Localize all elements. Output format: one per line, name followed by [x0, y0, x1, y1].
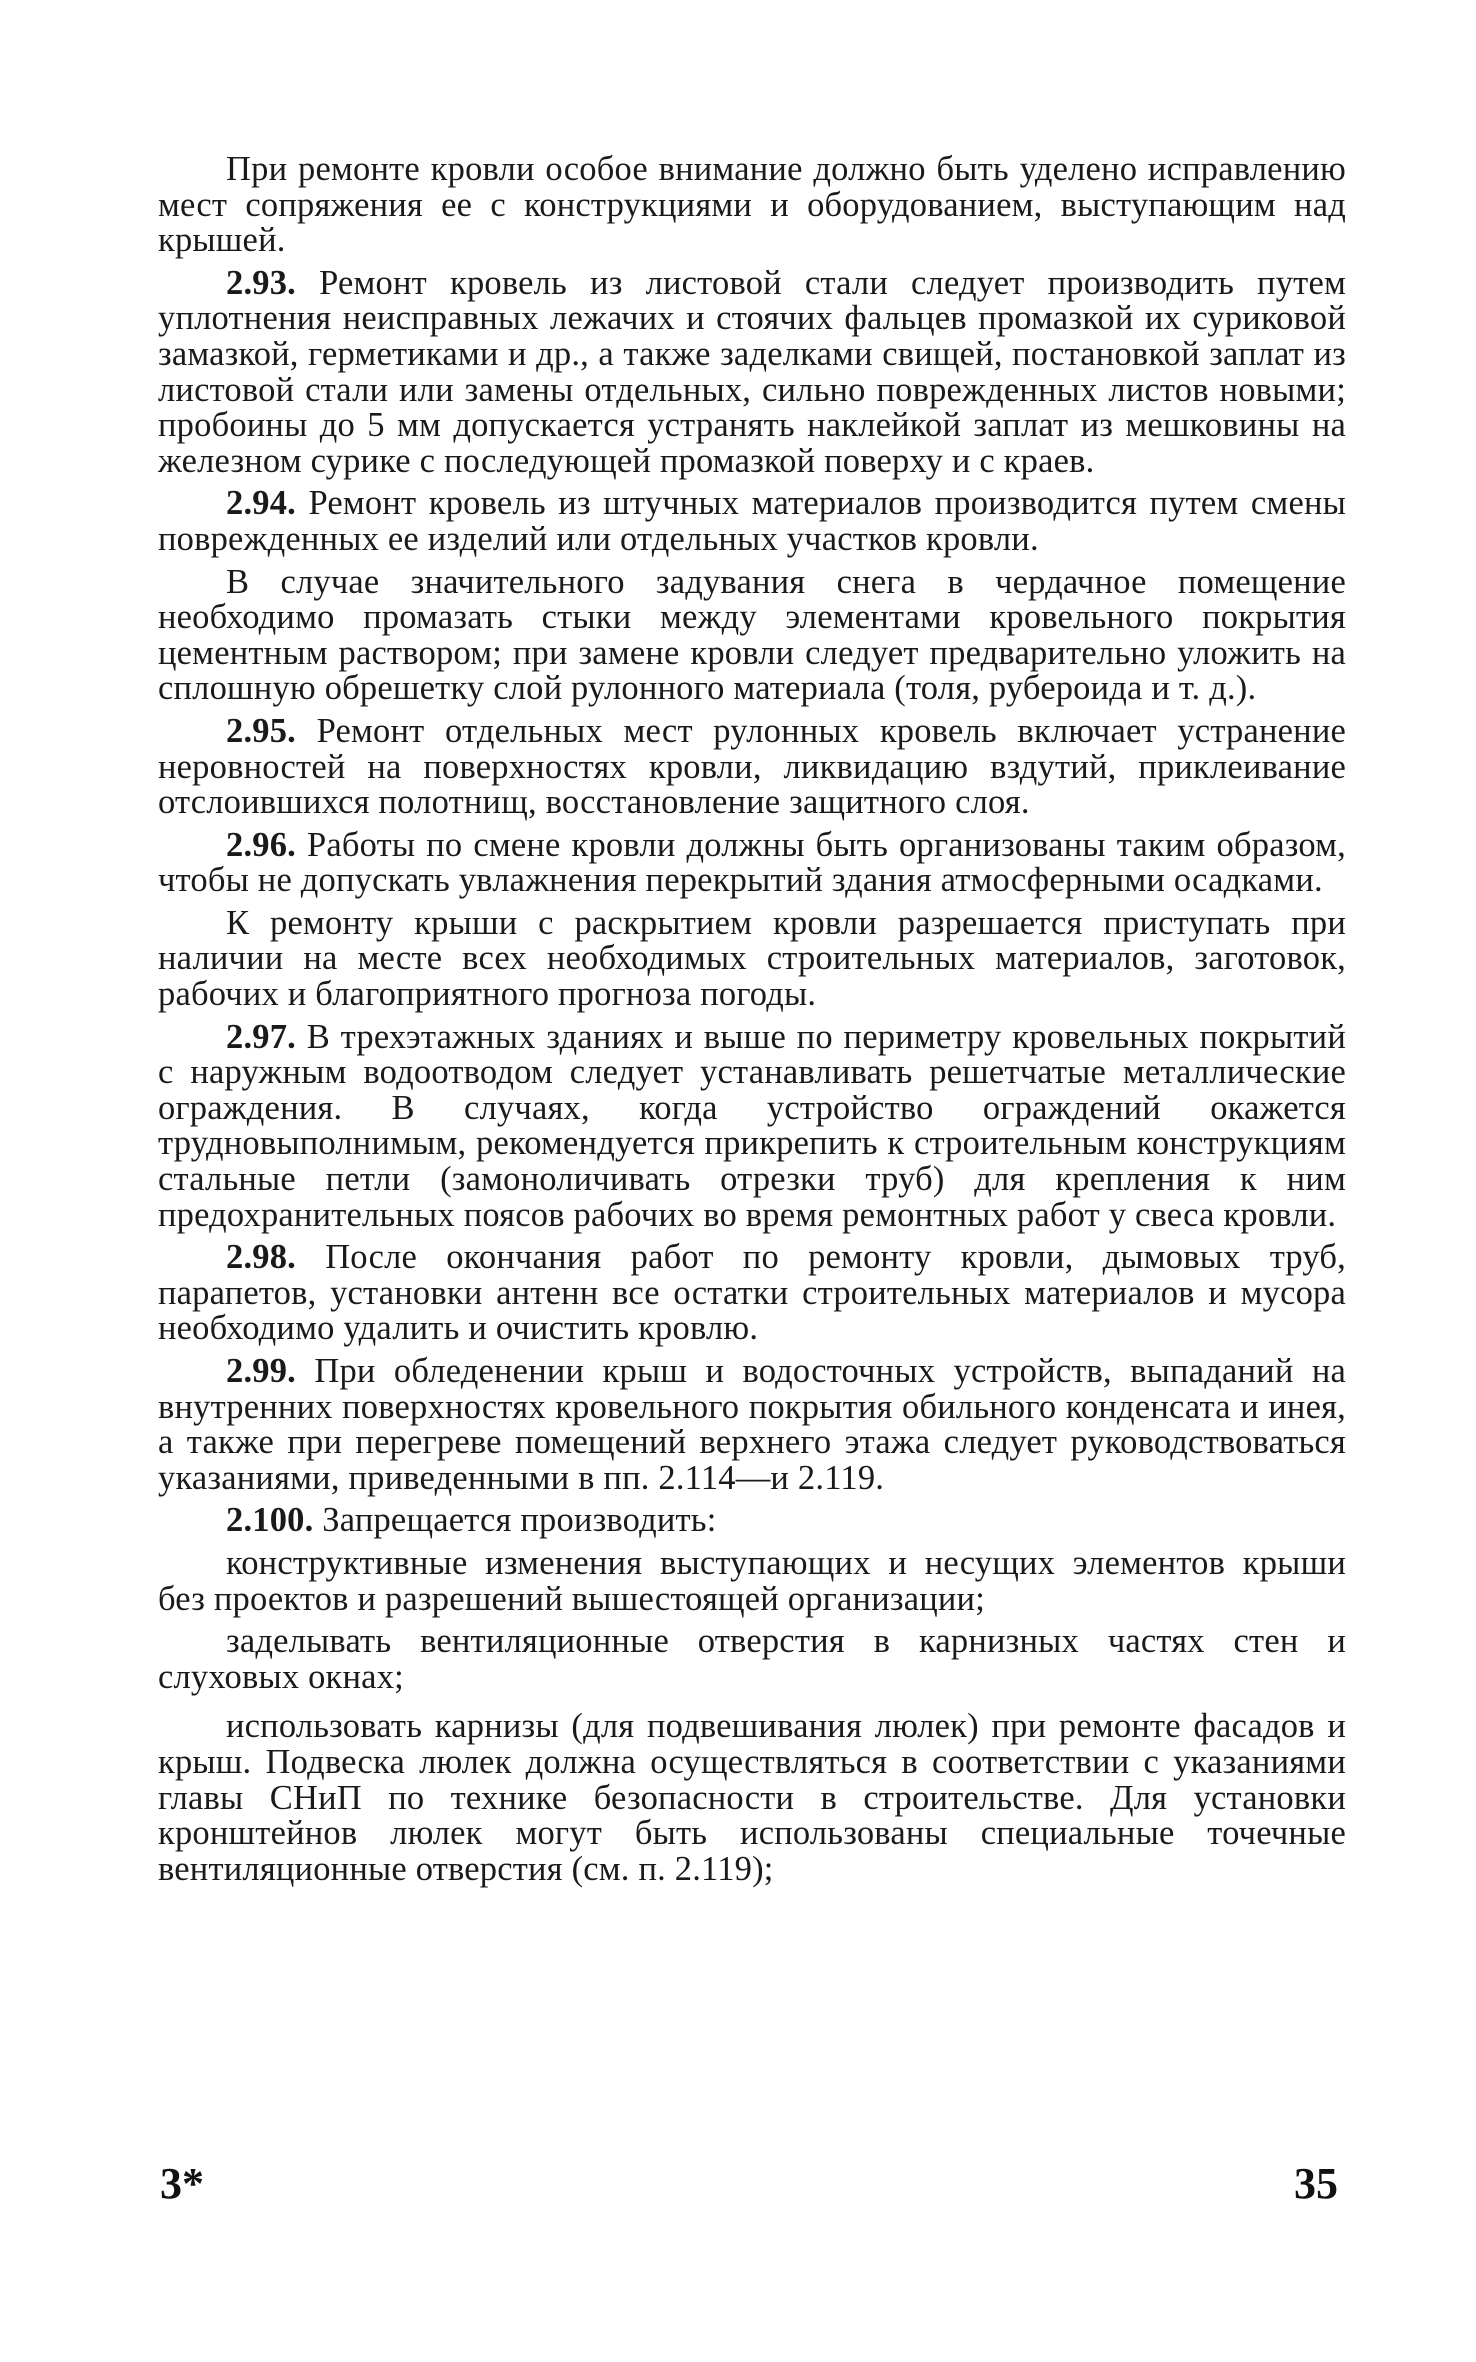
clause-number: 2.97.	[226, 1017, 296, 1056]
clause-number: 2.95.	[226, 711, 296, 750]
prohibition-item-cornices: использовать карнизы (для подвешивания люлек) при ремонте фасадов и крыш. Подвеска люлек должна осуществляться в соответствии с указаниями главы СНиП по технике безопасности в строительстве. Для установки кронштейнов люлек могут быть использованы специальные точечные вентиляционные отверстия (см. п. 2.119);	[158, 1707, 1346, 1888]
paragraph-2-99: 2.99. При обледенении крыш и водосточных устройств, выпаданий на внутренних поверхностях кровельного покрытия обильного конденсата и инея, а также при перегреве помещений верхнего этажа следует руководствоваться указаниями, приведенными в пп. 2.114—и 2.119.	[158, 1352, 1347, 1497]
paragraph-2-93: 2.93. Ремонт кровель из листовой стали следует производить путем уплотнения неисправных лежачих и стоячих фальцев промазкой их суриковой замазкой, герметиками и др., а также заделками свищей, постановкой заплат из листовой стали или замены отдельных, сильно поврежденных листов новыми; пробоины до 5 мм допускается устранять наклейкой заплат из мешковины на железном сурике с последующей промазкой поверху и с краев.	[158, 263, 1346, 480]
paragraph-2-98: 2.98. После окончания работ по ремонту кровли, дымовых труб, парапетов, установки антенн все остатки строительных материалов и мусора необходимо удалить и очистить кровлю.	[158, 1238, 1347, 1348]
paragraph-roof-opening: К ремонту крыши с раскрытием кровли разрешается приступать при наличии на месте всех необходимых строительных материалов, заготовок, рабочих и благоприятного прогноза погоды.	[158, 903, 1346, 1014]
paragraph-2-94: 2.94. Ремонт кровель из штучных материалов производится путем смены поврежденных ее изделий или отдельных участков кровли.	[158, 484, 1346, 558]
clause-number: 2.98.	[226, 1238, 296, 1277]
signature-mark: 3*	[160, 2159, 204, 2208]
page-number: 35	[1294, 2159, 1338, 2208]
paragraph-2-97: 2.97. В трехэтажных зданиях и выше по периметру кровельных покрытий с наружным водоотводом следует устанавливать решетчатые металлические ограждения. В случаях, когда устройство ограждений окажется трудновыполнимым, рекомендуется прикрепить к строительным конструкциям стальные петли (замоноличивать отрезки труб) для крепления к ним предохранительных поясов рабочих во время ремонтных работ у свеса кровли.	[158, 1017, 1346, 1234]
paragraph-2-100: 2.100. Запрещается производить:	[226, 1501, 717, 1540]
paragraph-intro: При ремонте кровли особое внимание должно быть уделено исправлению мест сопряжения ее с конструкциями и оборудованием, выступающим над крышей.	[158, 150, 1346, 260]
paragraph-2-95: 2.95. Ремонт отдельных мест рулонных кровель включает устранение неровностей на поверхностях кровли, ликвидацию вздутий, приклеивание отслоившихся полотнищ, восстановление защитного слоя.	[158, 711, 1346, 822]
prohibition-item-vents: заделывать вентиляционные отверстия в карнизных частях стен и слуховых окнах;	[158, 1622, 1346, 1696]
clause-number: 2.94.	[226, 484, 296, 523]
clause-number: 2.100.	[226, 1501, 314, 1540]
clause-number: 2.93.	[226, 263, 296, 302]
paragraph-snow: В случае значительного задувания снега в чердачное помещение необходимо промазать стыки между элементами кровельного покрытия цементным раствором; при замене кровли следует предварительно уложить на сплошную обрешетку слой рулонного материала (толя, рубероида и т. д.).	[158, 562, 1346, 708]
clause-number: 2.99.	[226, 1352, 296, 1390]
body-text	[158, 152, 1346, 1887]
clause-number: 2.96.	[226, 825, 296, 864]
prohibition-item-structural: конструктивные изменения выступающих и несущих элементов крыши без проектов и разрешений вышестоящей организации;	[158, 1543, 1346, 1618]
paragraph-2-96: 2.96. Работы по смене кровли должны быть организованы таким образом, чтобы не допускать увлажнения перекрытий здания атмосферными осадками.	[158, 825, 1346, 900]
